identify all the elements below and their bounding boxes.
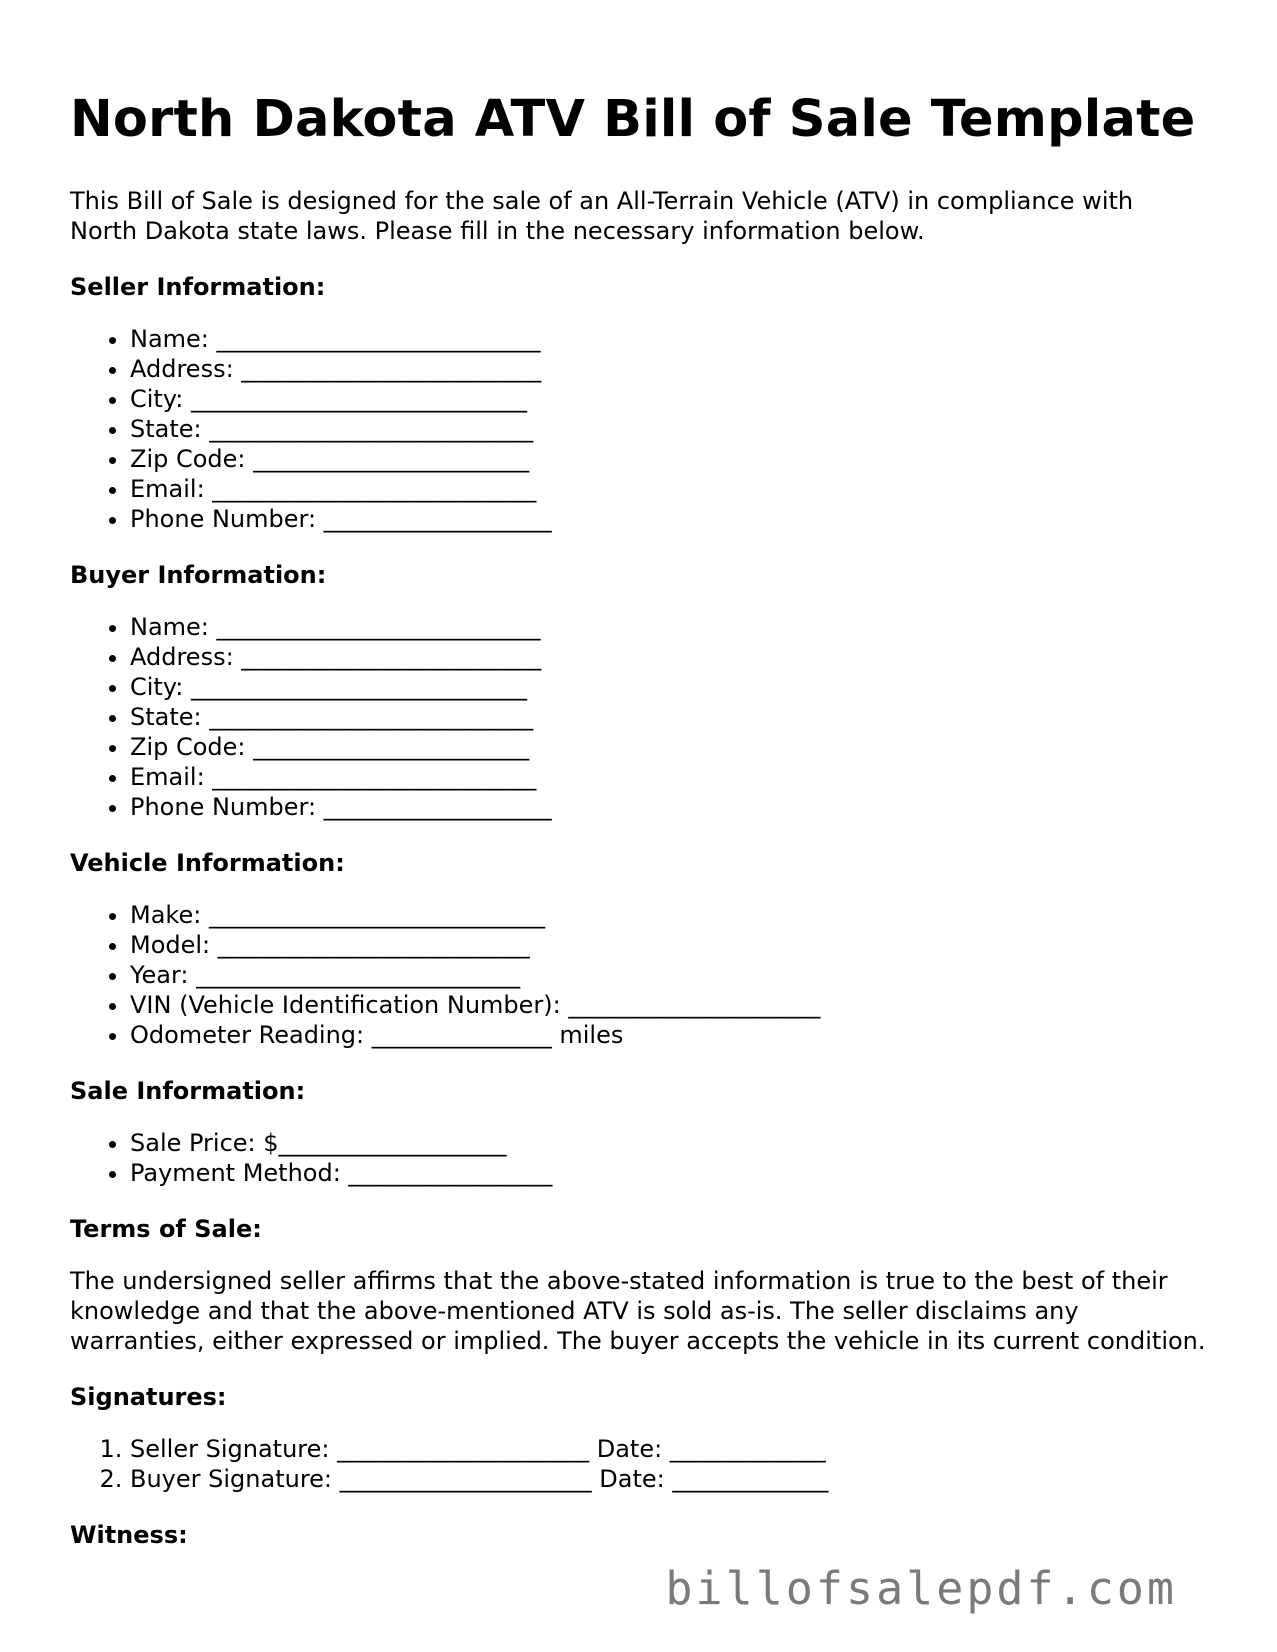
watermark: billofsalepdf.com xyxy=(665,1562,1177,1615)
seller-address-field: • Address: _________________________ xyxy=(130,354,1220,384)
seller-name-field: • Name: ___________________________ xyxy=(130,324,1220,354)
sale-heading: Sale Information: xyxy=(70,1077,306,1105)
buyer-name-field: • Name: ___________________________ xyxy=(130,612,1220,642)
witness-heading: Witness: xyxy=(70,1521,188,1549)
vehicle-year-field: • Year: ___________________________ xyxy=(130,960,1220,990)
vehicle-make-field: • Make: ____________________________ xyxy=(130,900,1220,930)
buyer-heading: Buyer Information: xyxy=(70,561,327,589)
buyer-city-field: • City: ____________________________ xyxy=(130,672,1220,702)
buyer-phone-field: • Phone Number: ___________________ xyxy=(130,792,1220,822)
payment-method-field: • Payment Method: _________________ xyxy=(130,1158,1220,1188)
seller-zip-field: • Zip Code: _______________________ xyxy=(130,444,1220,474)
seller-email-field: • Email: ___________________________ xyxy=(130,474,1220,504)
seller-phone-field: • Phone Number: ___________________ xyxy=(130,504,1220,534)
signatures-list xyxy=(70,1434,1220,1494)
sale-list xyxy=(70,1128,1220,1188)
buyer-zip-field: • Zip Code: _______________________ xyxy=(130,732,1220,762)
sale-price-field: • Sale Price: $___________________ xyxy=(130,1128,1220,1158)
seller-list xyxy=(70,324,1220,534)
terms-paragraph: The undersigned seller affirms that the above-stated information is true to the best of their knowledge and that the above-mentioned ATV is sold as-is. The seller disclaims any warranties, either expressed or implied. The buyer accepts the vehicle in its current condition. xyxy=(70,1267,1206,1355)
vehicle-odometer-field: • Odometer Reading: _______________ miles xyxy=(130,1020,1220,1050)
vehicle-model-field: • Model: __________________________ xyxy=(130,930,1220,960)
seller-state-field: • State: ___________________________ xyxy=(130,414,1220,444)
buyer-signature-line: 2. Buyer Signature: _____________________ Date: _____________ xyxy=(130,1464,1220,1494)
vehicle-vin-field: • VIN (Vehicle Identification Number): _____________________ xyxy=(130,990,1220,1020)
seller-signature-line: 1. Seller Signature: _____________________ Date: _____________ xyxy=(130,1434,1220,1464)
signatures-heading: Signatures: xyxy=(70,1383,227,1411)
buyer-list xyxy=(70,612,1220,822)
intro-paragraph: This Bill of Sale is designed for the sale of an All-Terrain Vehicle (ATV) in compliance with North Dakota state laws. Please fill in the necessary information below. xyxy=(70,187,1134,245)
seller-heading: Seller Information: xyxy=(70,273,326,301)
terms-heading: Terms of Sale: xyxy=(70,1215,262,1243)
buyer-address-field: • Address: _________________________ xyxy=(130,642,1220,672)
buyer-state-field: • State: ___________________________ xyxy=(130,702,1220,732)
document-page xyxy=(70,0,1220,1550)
vehicle-list xyxy=(70,900,1220,1050)
vehicle-heading: Vehicle Information: xyxy=(70,849,345,877)
buyer-email-field: • Email: ___________________________ xyxy=(130,762,1220,792)
seller-city-field: • City: ____________________________ xyxy=(130,384,1220,414)
page-title: North Dakota ATV Bill of Sale Template xyxy=(70,90,1196,149)
